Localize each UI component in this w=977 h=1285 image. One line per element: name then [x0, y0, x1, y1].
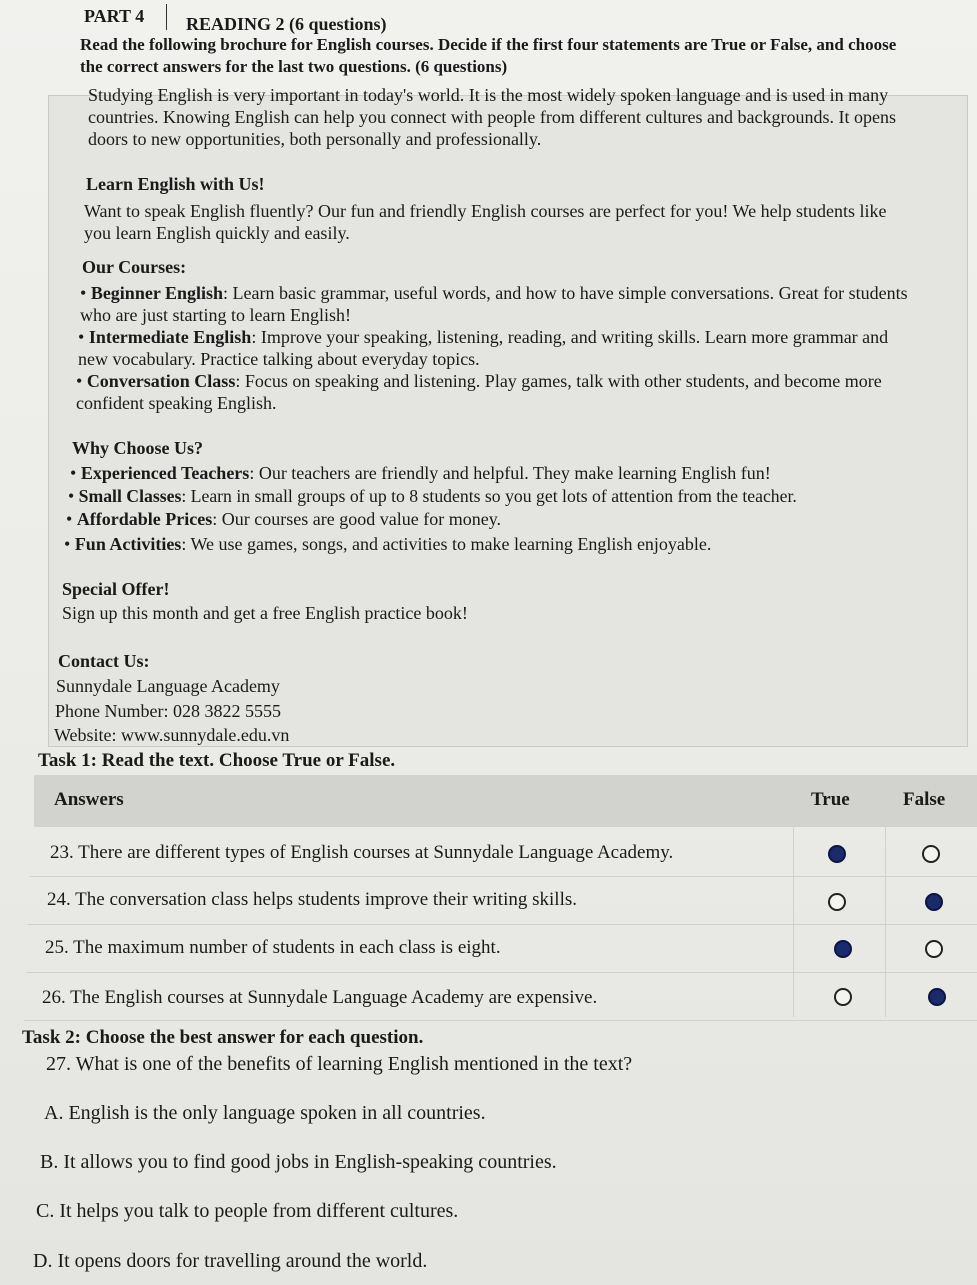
- row-divider: [30, 876, 977, 877]
- why-desc: : Our courses are good value for money.: [212, 509, 502, 529]
- why-desc: : We use games, songs, and activities to make learning English enjoyable.: [181, 534, 712, 554]
- row-divider: [26, 972, 977, 973]
- option-b[interactable]: B. It allows you to find good jobs in English-speaking countries.: [40, 1151, 557, 1173]
- contact-website: Website: www.sunnydale.edu.vn: [54, 725, 290, 745]
- course-desc: : Focus on speaking and listening. Play games, talk with other students, and become more confident speaking English.: [76, 371, 882, 413]
- true-column-label: True: [811, 789, 850, 810]
- courses-title: Our Courses:: [82, 257, 187, 277]
- course-item: • Beginner English: Learn basic grammar, useful words, and how to have simple conversations. Great for students who are just starting to learn English!: [80, 283, 908, 325]
- radio-25-true[interactable]: [834, 940, 852, 958]
- learn-title: Learn English with Us!: [86, 174, 265, 194]
- course-item: • Conversation Class: Focus on speaking and listening. Play games, talk with other students, and become more confident speaking English.: [76, 371, 882, 413]
- part-divider: [166, 4, 167, 30]
- radio-24-true[interactable]: [828, 893, 846, 911]
- statement-26: 26. The English courses at Sunnydale Language Academy are expensive.: [42, 987, 598, 1008]
- why-item: • Affordable Prices: Our courses are good value for money.: [66, 509, 502, 529]
- course-name: Conversation Class: [86, 371, 236, 391]
- part-label: PART 4: [84, 6, 145, 26]
- contact-phone: Phone Number: 028 3822 5555: [55, 701, 281, 721]
- instructions: Read the following brochure for English courses. Decide if the first four statements are True or False, and choose the correct answers for the last two questions. (6 questions): [80, 35, 897, 76]
- question-27: 27. What is one of the benefits of learning English mentioned in the text?: [46, 1053, 633, 1075]
- why-name: Experienced Teachers: [80, 463, 250, 483]
- radio-23-true[interactable]: [828, 845, 846, 863]
- column-divider: [793, 827, 794, 1017]
- row-divider: [24, 1020, 977, 1021]
- radio-26-true[interactable]: [834, 988, 852, 1006]
- course-desc: : Improve your speaking, listening, reading, and writing skills. Learn more grammar and new vocabulary. Practice talking about everyday topics.: [78, 327, 889, 369]
- radio-23-false[interactable]: [922, 845, 940, 863]
- why-name: Affordable Prices: [76, 509, 213, 529]
- course-item: • Intermediate English: Improve your speaking, listening, reading, and writing skills. Learn more grammar and new vocabulary. Practice talking about everyday topics.: [78, 327, 889, 369]
- course-name: Intermediate English: [88, 327, 252, 347]
- why-desc: : Learn in small groups of up to 8 students so you get lots of attention from the teacher.: [181, 486, 797, 506]
- learn-text: Want to speak English fluently? Our fun and friendly English courses are perfect for you! We help students like you learn English quickly and easily.: [84, 201, 887, 243]
- why-name: Small Classes: [78, 486, 182, 506]
- offer-title: Special Offer!: [62, 579, 170, 599]
- offer-text: Sign up this month and get a free English practice book!: [62, 603, 468, 623]
- why-item: • Small Classes: Learn in small groups of up to 8 students so you get lots of attention from the teacher.: [68, 486, 797, 506]
- section-title: READING 2 (6 questions): [186, 14, 387, 34]
- contact-title: Contact Us:: [58, 651, 150, 671]
- contact-name: Sunnydale Language Academy: [56, 676, 280, 696]
- radio-24-false[interactable]: [925, 893, 943, 911]
- false-column-label: False: [903, 789, 946, 810]
- radio-25-false[interactable]: [925, 940, 943, 958]
- option-c[interactable]: C. It helps you talk to people from different cultures.: [36, 1200, 459, 1222]
- column-divider: [885, 827, 886, 1017]
- statement-25: 25. The maximum number of students in each class is eight.: [45, 937, 501, 958]
- row-divider: [28, 924, 977, 925]
- course-desc: : Learn basic grammar, useful words, and how to have simple conversations. Great for students who are just starting to learn English!: [80, 283, 908, 325]
- why-item: • Experienced Teachers: Our teachers are friendly and helpful. They make learning English fun!: [70, 463, 771, 483]
- statement-23: 23. There are different types of English courses at Sunnydale Language Academy.: [50, 842, 674, 863]
- option-d[interactable]: D. It opens doors for travelling around the world.: [33, 1250, 428, 1272]
- task2-title: Task 2: Choose the best answer for each question.: [22, 1027, 424, 1048]
- answers-column-label: Answers: [54, 789, 124, 810]
- brochure-intro: Studying English is very important in today's world. It is the most widely spoken language and is used in many countries. Knowing English can help you connect with people from different cultures and backgrounds. It opens doors to new opportunities, both personally and professionally.: [88, 85, 896, 149]
- why-item: • Fun Activities: We use games, songs, and activities to make learning English enjoyable.: [64, 534, 712, 554]
- answers-header: [34, 775, 977, 827]
- statement-24: 24. The conversation class helps students improve their writing skills.: [47, 889, 577, 910]
- why-title: Why Choose Us?: [72, 438, 204, 458]
- why-desc: : Our teachers are friendly and helpful. They make learning English fun!: [249, 463, 771, 483]
- course-name: Beginner English: [90, 283, 224, 303]
- radio-26-false[interactable]: [928, 988, 946, 1006]
- task1-title: Task 1: Read the text. Choose True or False.: [38, 750, 396, 771]
- option-a[interactable]: A. English is the only language spoken in all countries.: [44, 1102, 486, 1124]
- why-name: Fun Activities: [74, 534, 182, 554]
